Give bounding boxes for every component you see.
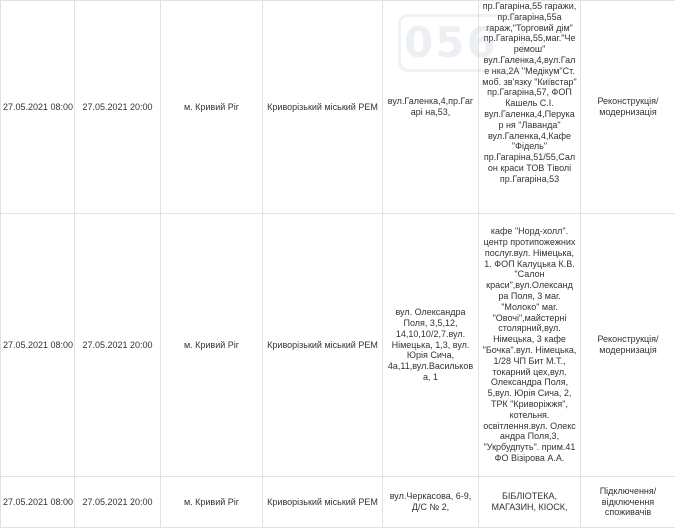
end-time-cell: 27.05.2021 20:00 (75, 1, 161, 214)
start-time-cell: 27.05.2021 08:00 (1, 1, 75, 214)
streets-cell: вул.Черкасова, 6-9, Д/С № 2, (383, 477, 479, 528)
objects-cell: пр.Гагаріна,55 гаражи, пр.Гагаріна,55а гараж,"Торговий дім" пр.Гагаріна,55,маг."Че ремош" вул.Галенка,4,вул.Гале нка,2А "Медікум"Ст. моб. зв'язку "Київстар" пр.Гагаріна,57, ФОП Кашель С.І. вул.Галенка,4,Перукар ня "Лаванда" вул.Галенка,4,Кафе "Фідель" пр.Гагаріна,51/55,Сал он краси ТОВ Тіволі пр.Гагаріна,53 (479, 1, 581, 214)
city-cell: м. Кривий Ріг (161, 1, 263, 214)
objects-cell: БІБЛІОТЕКА, МАГАЗИН, КІОСК, (479, 477, 581, 528)
table-row (1, 214, 675, 477)
city-cell: м. Кривий Ріг (161, 477, 263, 528)
start-time-cell: 27.05.2021 08:00 (1, 477, 75, 528)
table-row (1, 1, 675, 214)
end-time-cell: 27.05.2021 20:00 (75, 214, 161, 477)
city-cell: м. Кривий Ріг (161, 214, 263, 477)
rem-cell: Криворізький міський РЕМ (263, 214, 383, 477)
work-type-cell: Підключення/ відключення споживачів (581, 477, 675, 528)
work-type-cell: Реконструкція/ модернизація (581, 1, 675, 214)
rem-cell: Криворізький міський РЕМ (263, 1, 383, 214)
watermark-text: 056 (404, 18, 498, 67)
rem-cell: Криворізький міський РЕМ (263, 477, 383, 528)
streets-cell: вул. Олександра Поля, 3,5,12, 14,10,10/2,7.вул. Німецька, 1,3, вул. Юрія Сича, 4а,11,вул.Васильковa, 1 (383, 214, 479, 477)
end-time-cell: 27.05.2021 20:00 (75, 477, 161, 528)
objects-cell: кафе "Норд-холл". центр протипожежних послуг.вул. Німецька, 1. ФОП Калуцька К.В. "Салон краси",вул.Олександ ра Поля, 3 маг. "Молоко" маг. "Овочі",майстерні столярний,вул. Німецька, 3 кафе "Бочка".вул. Німецька, 1/28 ЧП Бит М.Т., токарний цех,вул. Олександра Поля, 5,вул. Юрія Сича, 2, ТРК "Криворіжжя", котельня. освітлення.вул. Олекс андра Поля,3, "Укрбудпуть". прим.41 ФО Візірова А.А. (479, 214, 581, 477)
streets-cell: вул.Галенка,4,пр.Гагарі на,53, (383, 1, 479, 214)
table-row (1, 477, 675, 528)
start-time-cell: 27.05.2021 08:00 (1, 214, 75, 477)
work-type-cell: Реконструкція/ модернизація (581, 214, 675, 477)
